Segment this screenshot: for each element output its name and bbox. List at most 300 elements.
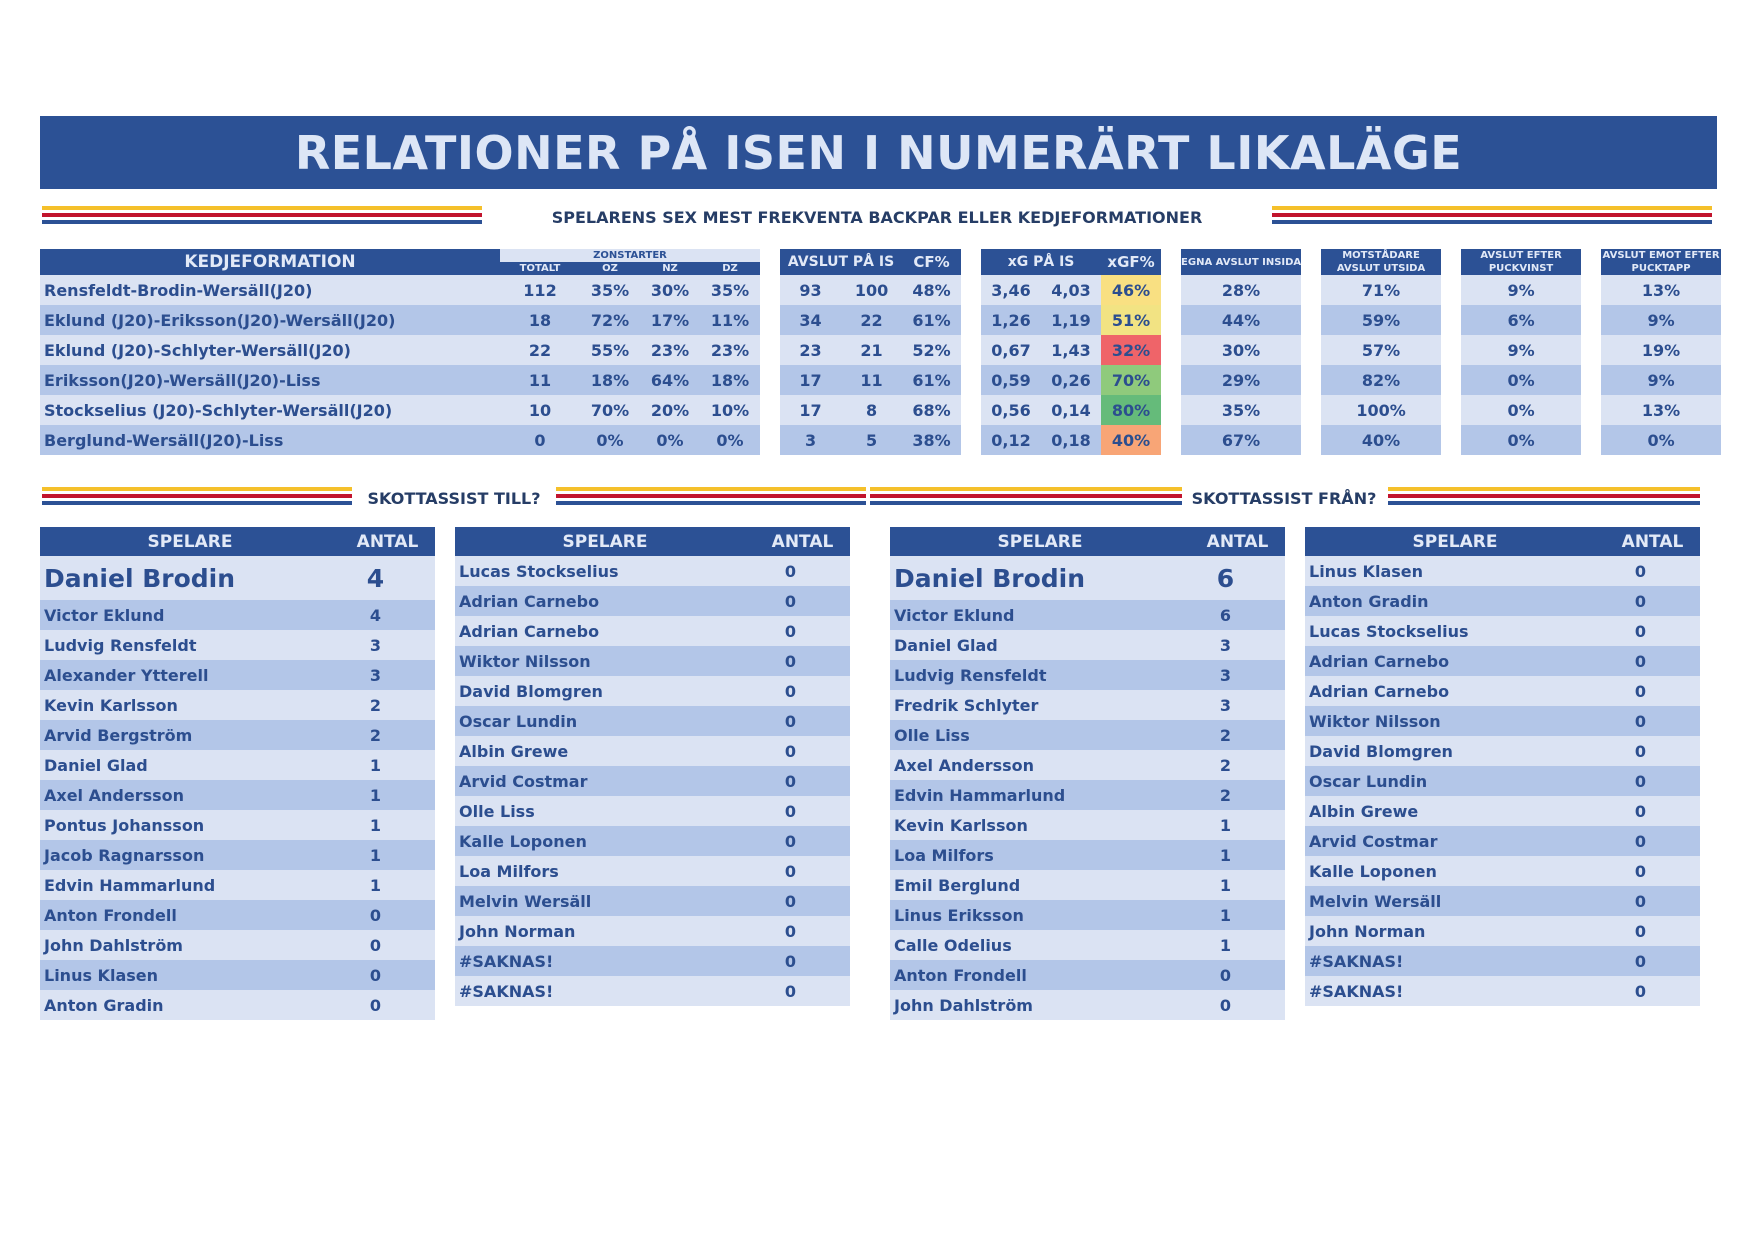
col-player: SPELARE (455, 527, 755, 556)
cell-cf: 61% (902, 305, 961, 335)
cell-oz: 18% (580, 365, 640, 395)
list-item (455, 946, 850, 976)
col-mot: MOTSTÅDARE AVSLUT UTSIDA (1321, 249, 1441, 275)
list-item (455, 886, 850, 916)
player-name: Melvin Wersäll (1305, 886, 1605, 916)
cell-dz: 35% (700, 275, 760, 305)
player-name: Daniel Glad (890, 630, 1190, 660)
player-name: Albin Grewe (455, 736, 755, 766)
player-count: 0 (755, 976, 850, 1006)
player-name: Oscar Lundin (1305, 766, 1605, 796)
player-name: Loa Milfors (455, 856, 755, 886)
cell-nz: 30% (640, 275, 700, 305)
decor-stripes-right (1272, 206, 1712, 227)
player-name: David Blomgren (1305, 736, 1605, 766)
cell-xgf-pct: 70% (1101, 365, 1161, 395)
assist-fran-heading: SKOTTASSIST FRÅN? (1191, 489, 1377, 508)
cell-oz: 70% (580, 395, 640, 425)
cell-xgf-pct: 40% (1101, 425, 1161, 455)
player-name: Kalle Loponen (1305, 856, 1605, 886)
page-title: RELATIONER PÅ ISEN I NUMERÄRT LIKALÄGE (40, 116, 1717, 189)
player-name: John Dahlström (890, 990, 1190, 1020)
player-count: 1 (340, 780, 435, 810)
cell-emot-tapp: 13% (1601, 275, 1721, 305)
decor-stripes-till-right (556, 487, 866, 508)
cell-totalt: 18 (500, 305, 580, 335)
player-count: 4 (340, 600, 435, 630)
list-item (40, 930, 435, 960)
player-name: David Blomgren (455, 676, 755, 706)
player-name: Lucas Stockselius (455, 556, 755, 586)
decor-stripes-till-left (42, 487, 352, 508)
list-item (455, 976, 850, 1006)
player-count: 0 (1605, 826, 1700, 856)
player-count: 0 (340, 990, 435, 1020)
list-item (40, 990, 435, 1020)
list-item (455, 616, 850, 646)
list-item (40, 900, 435, 930)
player-name: Lucas Stockselius (1305, 616, 1605, 646)
cell-efter-vinst: 9% (1461, 335, 1581, 365)
cell-formation-name: Eklund (J20)-Eriksson(J20)-Wersäll(J20) (40, 305, 500, 335)
list-item (1305, 946, 1700, 976)
player-name: Anton Gradin (40, 990, 340, 1020)
player-name: Melvin Wersäll (455, 886, 755, 916)
player-name: Olle Liss (455, 796, 755, 826)
player-count: 0 (1605, 736, 1700, 766)
player-count: 1 (1190, 870, 1285, 900)
cell-mot: 100% (1321, 395, 1441, 425)
cell-xgf-pct: 32% (1101, 335, 1161, 365)
player-count: 2 (1190, 780, 1285, 810)
cell-formation-name: Berglund-Wersäll(J20)-Liss (40, 425, 500, 455)
formation-table (40, 249, 1721, 455)
player-name: Anton Frondell (40, 900, 340, 930)
cell-totalt: 0 (500, 425, 580, 455)
player-name: Adrian Carnebo (1305, 676, 1605, 706)
player-name: Adrian Carnebo (455, 616, 755, 646)
formation-row (40, 275, 1721, 305)
player-name: Pontus Johansson (40, 810, 340, 840)
player-count: 1 (1190, 900, 1285, 930)
player-count: 0 (755, 916, 850, 946)
col-emot-tapp: AVSLUT EMOT EFTER PUCKTAPP (1602, 250, 1720, 274)
player-count: 0 (755, 586, 850, 616)
player-count: 1 (1190, 930, 1285, 960)
col-count: ANTAL (340, 527, 435, 556)
player-count: 0 (1605, 616, 1700, 646)
assist-till-table-b (455, 527, 850, 1006)
cell-xg-mot: 1,43 (1041, 335, 1101, 365)
list-item (455, 646, 850, 676)
col-efter-vinst: AVSLUT EFTER PUCKVINST (1461, 249, 1581, 275)
list-item (1305, 766, 1700, 796)
player-name: Linus Klasen (1305, 556, 1605, 586)
list-item (40, 780, 435, 810)
list-item (40, 960, 435, 990)
cell-mot: 71% (1321, 275, 1441, 305)
player-count: 2 (1190, 720, 1285, 750)
player-name: Daniel Glad (40, 750, 340, 780)
list-item (890, 720, 1285, 750)
cell-efter-vinst: 0% (1461, 365, 1581, 395)
player-name: Fredrik Schlyter (890, 690, 1190, 720)
list-item (455, 766, 850, 796)
list-item (890, 750, 1285, 780)
player-name: Axel Andersson (40, 780, 340, 810)
player-name: Arvid Costmar (1305, 826, 1605, 856)
col-count: ANTAL (1605, 527, 1700, 556)
player-name: Edvin Hammarlund (40, 870, 340, 900)
list-item (455, 826, 850, 856)
section-subtitle: SPELARENS SEX MEST FREKVENTA BACKPAR ELLER KEDJEFORMATIONER (551, 208, 1203, 227)
list-item (890, 990, 1285, 1020)
cell-xgf-pct: 51% (1101, 305, 1161, 335)
cell-nz: 64% (640, 365, 700, 395)
cell-oz: 0% (580, 425, 640, 455)
cell-avslut-for: 34 (780, 305, 841, 335)
player-name: John Norman (455, 916, 755, 946)
cell-xg-for: 0,67 (981, 335, 1041, 365)
player-name: Victor Eklund (40, 600, 340, 630)
cell-xgf-pct: 46% (1101, 275, 1161, 305)
cell-xg-mot: 4,03 (1041, 275, 1101, 305)
cell-emot-tapp: 0% (1601, 425, 1721, 455)
player-count: 0 (1605, 676, 1700, 706)
list-item (40, 870, 435, 900)
player-count: 2 (340, 690, 435, 720)
player-count: 0 (340, 960, 435, 990)
col-dz: DZ (700, 262, 760, 275)
player-name: Anton Frondell (890, 960, 1190, 990)
player-count: 1 (340, 840, 435, 870)
player-count: 0 (340, 930, 435, 960)
player-name: Victor Eklund (890, 600, 1190, 630)
list-item (455, 736, 850, 766)
player-count: 1 (1190, 840, 1285, 870)
player-name: #SAKNAS! (455, 976, 755, 1006)
player-count: 0 (755, 556, 850, 586)
formation-row (40, 395, 1721, 425)
list-item (40, 556, 435, 600)
player-count: 3 (340, 660, 435, 690)
list-item (1305, 616, 1700, 646)
player-name: Oscar Lundin (455, 706, 755, 736)
list-item (890, 870, 1285, 900)
player-name: Wiktor Nilsson (455, 646, 755, 676)
player-count: 0 (1605, 946, 1700, 976)
col-player: SPELARE (1305, 527, 1605, 556)
cell-egna: 44% (1181, 305, 1301, 335)
player-count: 0 (755, 946, 850, 976)
cell-egna: 30% (1181, 335, 1301, 365)
player-name: Emil Berglund (890, 870, 1190, 900)
list-item (455, 856, 850, 886)
player-name: Ludvig Rensfeldt (890, 660, 1190, 690)
player-name: Alexander Ytterell (40, 660, 340, 690)
cell-formation-name: Eklund (J20)-Schlyter-Wersäll(J20) (40, 335, 500, 365)
cell-formation-name: Stockselius (J20)-Schlyter-Wersäll(J20) (40, 395, 500, 425)
cell-xg-mot: 0,18 (1041, 425, 1101, 455)
cell-mot: 57% (1321, 335, 1441, 365)
col-xg: xG PÅ IS (981, 249, 1101, 275)
list-item (40, 660, 435, 690)
cell-mot: 40% (1321, 425, 1441, 455)
player-name: Wiktor Nilsson (1305, 706, 1605, 736)
cell-xg-mot: 0,26 (1041, 365, 1101, 395)
cell-xgf-pct: 80% (1101, 395, 1161, 425)
cell-nz: 20% (640, 395, 700, 425)
player-count: 3 (1190, 660, 1285, 690)
cell-emot-tapp: 19% (1601, 335, 1721, 365)
player-name: Albin Grewe (1305, 796, 1605, 826)
player-name: Axel Andersson (890, 750, 1190, 780)
cell-efter-vinst: 9% (1461, 275, 1581, 305)
col-egna: EGNA AVSLUT INSIDA (1181, 249, 1301, 275)
list-item (1305, 736, 1700, 766)
player-count: 1 (340, 870, 435, 900)
col-xgf: xGF% (1101, 249, 1161, 275)
player-count: 3 (1190, 690, 1285, 720)
list-item (40, 600, 435, 630)
cell-formation-name: Rensfeldt-Brodin-Wersäll(J20) (40, 275, 500, 305)
cell-oz: 55% (580, 335, 640, 365)
list-item (40, 690, 435, 720)
player-count: 0 (1190, 960, 1285, 990)
list-item (890, 556, 1285, 600)
cell-mot: 82% (1321, 365, 1441, 395)
cell-xg-for: 0,12 (981, 425, 1041, 455)
list-item (890, 780, 1285, 810)
player-count: 0 (755, 766, 850, 796)
player-count: 2 (1190, 750, 1285, 780)
assist-till-heading: SKOTTASSIST TILL? (367, 489, 541, 508)
player-count: 0 (1605, 886, 1700, 916)
list-item (40, 840, 435, 870)
list-item (1305, 646, 1700, 676)
cell-avslut-mot: 100 (841, 275, 902, 305)
cell-avslut-for: 17 (780, 395, 841, 425)
player-count: 0 (755, 676, 850, 706)
player-count: 0 (755, 886, 850, 916)
col-count: ANTAL (755, 527, 850, 556)
player-count: 0 (755, 796, 850, 826)
player-name: Adrian Carnebo (1305, 646, 1605, 676)
cell-xg-for: 3,46 (981, 275, 1041, 305)
cell-egna: 35% (1181, 395, 1301, 425)
cell-nz: 23% (640, 335, 700, 365)
cell-formation-name: Eriksson(J20)-Wersäll(J20)-Liss (40, 365, 500, 395)
cell-avslut-for: 17 (780, 365, 841, 395)
player-name: Daniel Brodin (40, 556, 340, 600)
list-item (455, 916, 850, 946)
list-item (890, 690, 1285, 720)
list-item (1305, 676, 1700, 706)
player-count: 0 (1605, 976, 1700, 1006)
cell-avslut-mot: 11 (841, 365, 902, 395)
cell-avslut-for: 3 (780, 425, 841, 455)
list-item (1305, 856, 1700, 886)
player-name: Kalle Loponen (455, 826, 755, 856)
player-count: 0 (755, 856, 850, 886)
list-item (455, 586, 850, 616)
list-item (455, 706, 850, 736)
player-count: 1 (340, 750, 435, 780)
cell-cf: 38% (902, 425, 961, 455)
cell-cf: 61% (902, 365, 961, 395)
cell-cf: 48% (902, 275, 961, 305)
formation-row (40, 365, 1721, 395)
cell-totalt: 22 (500, 335, 580, 365)
cell-efter-vinst: 0% (1461, 395, 1581, 425)
col-player: SPELARE (40, 527, 340, 556)
cell-xg-mot: 0,14 (1041, 395, 1101, 425)
player-count: 0 (1190, 990, 1285, 1020)
player-name: Arvid Bergström (40, 720, 340, 750)
player-name: Linus Eriksson (890, 900, 1190, 930)
formation-row (40, 425, 1721, 455)
player-count: 0 (755, 736, 850, 766)
col-oz: OZ (580, 262, 640, 275)
player-count: 0 (1605, 796, 1700, 826)
decor-stripes-left (42, 206, 482, 227)
player-name: Edvin Hammarlund (890, 780, 1190, 810)
list-item (1305, 706, 1700, 736)
list-item (890, 930, 1285, 960)
player-count: 4 (340, 556, 435, 600)
cell-emot-tapp: 9% (1601, 365, 1721, 395)
col-player: SPELARE (890, 527, 1190, 556)
col-avslut: AVSLUT PÅ IS (780, 249, 902, 275)
cell-egna: 67% (1181, 425, 1301, 455)
player-name: Arvid Costmar (455, 766, 755, 796)
list-item (1305, 586, 1700, 616)
player-count: 1 (1190, 810, 1285, 840)
cell-emot-tapp: 13% (1601, 395, 1721, 425)
player-name: Anton Gradin (1305, 586, 1605, 616)
formation-row (40, 305, 1721, 335)
player-count: 0 (340, 900, 435, 930)
list-item (1305, 796, 1700, 826)
player-count: 0 (755, 706, 850, 736)
list-item (1305, 826, 1700, 856)
player-name: Daniel Brodin (890, 556, 1190, 600)
player-name: John Dahlström (40, 930, 340, 960)
player-count: 0 (1605, 556, 1700, 586)
player-count: 2 (340, 720, 435, 750)
player-count: 6 (1190, 600, 1285, 630)
col-zonstarter: ZONSTARTER (500, 249, 760, 262)
player-count: 0 (1605, 646, 1700, 676)
col-nz: NZ (640, 262, 700, 275)
cell-emot-tapp: 9% (1601, 305, 1721, 335)
decor-stripes-fran-right (1388, 487, 1700, 508)
player-count: 0 (755, 646, 850, 676)
list-item (1305, 916, 1700, 946)
assist-fran-table-a (890, 527, 1285, 1020)
player-count: 6 (1190, 556, 1285, 600)
cell-avslut-mot: 22 (841, 305, 902, 335)
assist-till-table-a (40, 527, 435, 1020)
cell-cf: 52% (902, 335, 961, 365)
col-count: ANTAL (1190, 527, 1285, 556)
player-count: 1 (340, 810, 435, 840)
list-item (890, 900, 1285, 930)
player-count: 0 (1605, 766, 1700, 796)
cell-oz: 72% (580, 305, 640, 335)
list-item (455, 796, 850, 826)
player-name: John Norman (1305, 916, 1605, 946)
list-item (890, 810, 1285, 840)
player-count: 0 (1605, 856, 1700, 886)
cell-totalt: 11 (500, 365, 580, 395)
cell-xg-for: 0,59 (981, 365, 1041, 395)
list-item (455, 676, 850, 706)
cell-cf: 68% (902, 395, 961, 425)
player-count: 3 (340, 630, 435, 660)
player-name: Olle Liss (890, 720, 1190, 750)
player-name: #SAKNAS! (1305, 946, 1605, 976)
list-item (455, 556, 850, 586)
list-item (890, 840, 1285, 870)
list-item (40, 750, 435, 780)
cell-dz: 18% (700, 365, 760, 395)
cell-xg-for: 0,56 (981, 395, 1041, 425)
cell-xg-mot: 1,19 (1041, 305, 1101, 335)
player-name: Linus Klasen (40, 960, 340, 990)
player-name: Ludvig Rensfeldt (40, 630, 340, 660)
list-item (40, 810, 435, 840)
cell-avslut-for: 93 (780, 275, 841, 305)
cell-totalt: 112 (500, 275, 580, 305)
player-name: Kevin Karlsson (40, 690, 340, 720)
cell-egna: 28% (1181, 275, 1301, 305)
list-item (40, 720, 435, 750)
cell-nz: 17% (640, 305, 700, 335)
player-count: 0 (1605, 586, 1700, 616)
list-item (40, 630, 435, 660)
player-name: #SAKNAS! (1305, 976, 1605, 1006)
player-count: 0 (1605, 706, 1700, 736)
cell-dz: 23% (700, 335, 760, 365)
cell-efter-vinst: 0% (1461, 425, 1581, 455)
player-name: Jacob Ragnarsson (40, 840, 340, 870)
assist-fran-table-b (1305, 527, 1700, 1006)
cell-avslut-mot: 5 (841, 425, 902, 455)
cell-avslut-mot: 8 (841, 395, 902, 425)
player-name: Loa Milfors (890, 840, 1190, 870)
formation-row (40, 335, 1721, 365)
list-item (1305, 886, 1700, 916)
col-formation: KEDJEFORMATION (40, 249, 500, 275)
cell-mot: 59% (1321, 305, 1441, 335)
cell-dz: 10% (700, 395, 760, 425)
cell-nz: 0% (640, 425, 700, 455)
player-name: Adrian Carnebo (455, 586, 755, 616)
cell-avslut-mot: 21 (841, 335, 902, 365)
player-count: 0 (755, 616, 850, 646)
cell-totalt: 10 (500, 395, 580, 425)
cell-avslut-for: 23 (780, 335, 841, 365)
player-name: #SAKNAS! (455, 946, 755, 976)
cell-xg-for: 1,26 (981, 305, 1041, 335)
cell-oz: 35% (580, 275, 640, 305)
player-count: 3 (1190, 630, 1285, 660)
list-item (1305, 976, 1700, 1006)
list-item (890, 660, 1285, 690)
player-name: Calle Odelius (890, 930, 1190, 960)
col-totalt: TOTALT (500, 262, 580, 275)
